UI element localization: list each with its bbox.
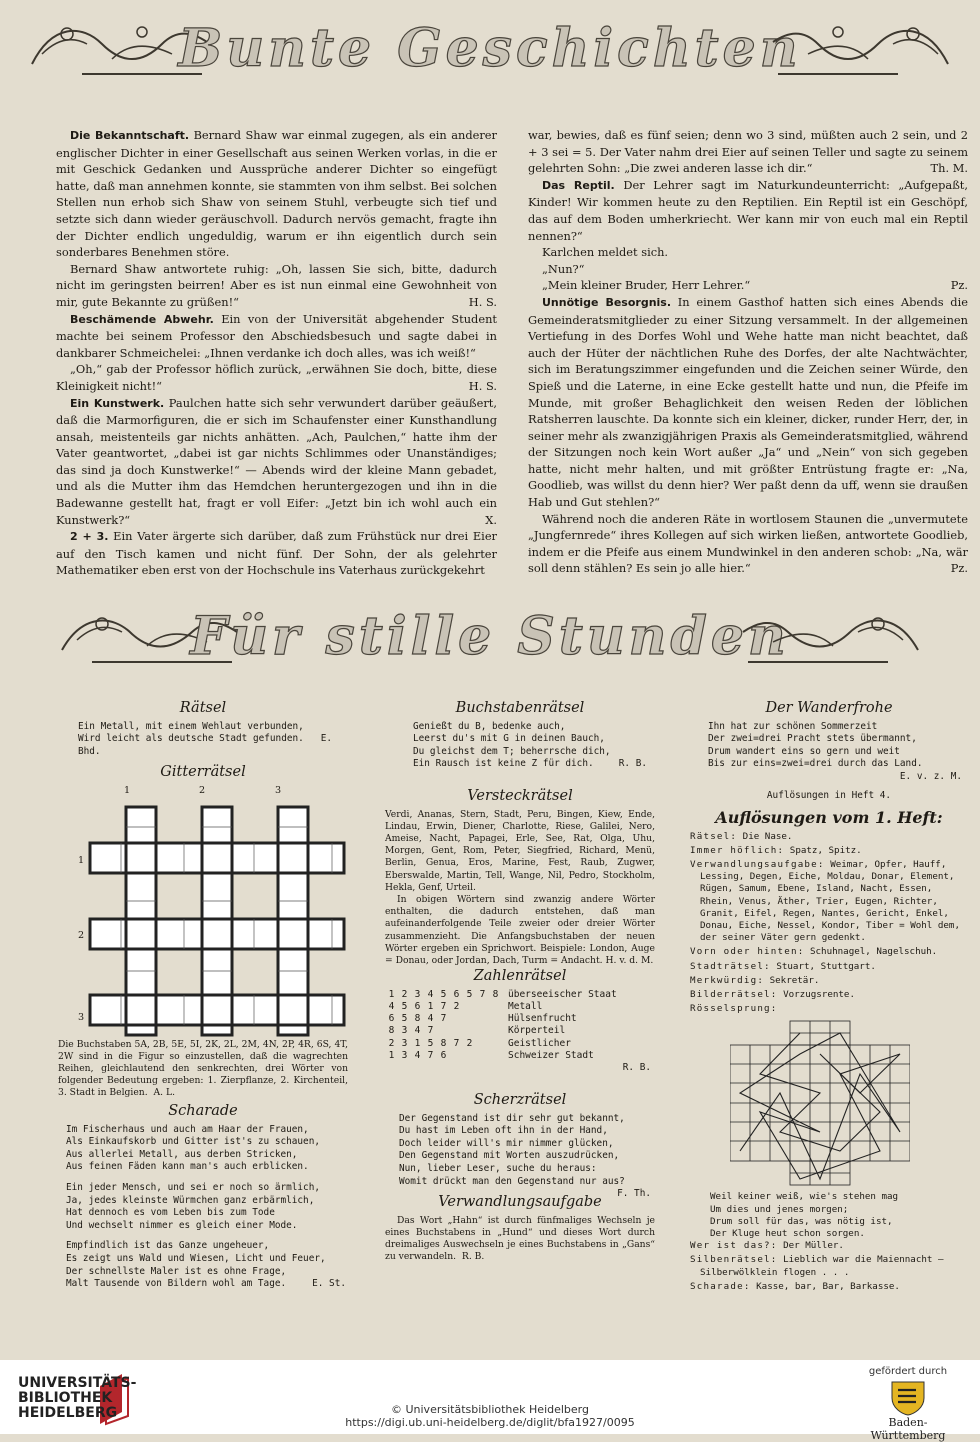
col-label: 1 [124,784,131,796]
buchstaben-title: Buchstabenrätsel [455,700,585,716]
library-name: UNIVERSITÄTS- BIBLIOTHEK HEIDELBERG [18,1375,137,1421]
story-heading: Die Bekanntschaft. [70,129,190,142]
digit-cell: 3 [414,988,421,1000]
digit-cell [463,1025,476,1037]
zahlen-title: Zahlenrätsel [473,968,567,984]
state-name: Baden-Württemberg [870,1416,946,1442]
banner-bunte-geschichten [0,10,980,82]
stanza [66,1124,348,1174]
versteck-title: Versteckrätsel [467,788,573,804]
verse-line: Nun, lieber Leser, suche du heraus: [399,1162,597,1174]
wanderfrohe-box [690,702,968,802]
digit-cell: 6 [453,988,460,1000]
scharade-box [58,1105,348,1299]
digit-cell: 2 [466,1037,473,1049]
verwandlung-title: Verwandlungsaufgabe [438,1194,602,1210]
story-heading: Unnötige Besorgnis. [542,295,672,309]
verse-line: Um dies und jenes morgen; [710,1203,849,1215]
digit-cell: 8 [492,988,499,1000]
digit-cell: 7 [440,1000,447,1012]
source-url[interactable]: https://digi.ub.uni-heidelberg.de/diglit/bfa1927/0095 [345,1416,635,1429]
scharade-verse [58,1124,348,1291]
solution-key: Silbenrätsel: [690,1254,778,1266]
solution-value: Die Nase. [742,830,793,842]
ornament-right-icon [738,602,928,666]
story-paragraph: Während noch die anderen Räte in wortlosem Staunen die „unvermutete „Jungfernrede“ ihres Kollegen auf sich wirken ließen, antwortete Goodlieb, indem er die Pfeife aus einem Mundwinkel in den anderen schob: „Na, wär soll denn stählen? Es sein jo alle hier.“ Pz. [528,511,968,576]
digit-cell: 5 [466,988,473,1000]
digit-cell: 1 [414,1037,421,1049]
verse-line: Drum wandert eins so gern und weit [708,745,900,757]
zahlen-row [385,1013,621,1025]
digit-cell: 2 [453,1000,460,1012]
verse-line: Der Gegenstand ist dir sehr gut bekannt, [399,1112,625,1124]
banner-fuer-stille-stunden [0,598,980,670]
zahlen-row [385,1025,621,1037]
solution-item [690,961,968,973]
verse-line: Hat dennoch es vom Leben bis zum Tode [66,1207,275,1219]
verse-line: Doch leider will's mir nimmer glücken, [399,1137,614,1149]
digit-cell: 6 [414,1000,421,1012]
digit-cell: 5 [427,1037,434,1049]
clue-label: Körperteil [508,1025,566,1037]
digit-cell [476,1001,489,1013]
story-heading: Das Reptil. [542,178,615,192]
digit-cell: 4 [427,1013,434,1025]
aufloesungen-list-2 [690,1240,968,1293]
digit-cell: 8 [388,1025,395,1037]
story-paragraph: Ein Kunstwerk. Paulchen hatte sich sehr verwundert darüber geäußert, daß die Marmorfiguren, die er sich im Schaufenster einer Kunsthandlung ansah, meistenteils gar nichts anhätten. „Ach, Paulchen,“ hatte ihm der Vater geantwortet, „dabei ist gar nichts Schlimmes oder Unanständiges; das sind ja doch Kunstwerke!“ — Abends wird der kleine Mann gebadet, und als die Mutter ihm das Hemdchen heruntergezogen und ihn in die Badewanne gestellt hat, fragt er voll Eifer: „Jetzt bin ich wohl auch ein Kunstwerk?“ X. [56,395,497,527]
versteck-box [385,790,655,967]
col-label: 2 [199,784,206,796]
clue-label: überseeischer Staat [508,988,617,1000]
verse-line: Genießt du B, bedenke auch, [413,720,566,732]
signature: H. v. d. M. [605,955,654,967]
solution-key: Stadträtsel: [690,960,771,972]
solution-value: Stuart, Stuttgart. [776,960,876,972]
signature: X. [485,512,497,527]
loesung-poem [690,1191,968,1240]
solution-item [690,1254,968,1278]
digit-cell: 1 [427,1000,434,1012]
verse-line: Wird leicht als deutsche Stadt gefunden. [78,733,304,745]
scherz-verse [385,1113,655,1189]
verse-line: Du gleichst dem T; beherrsche dich, [413,745,611,757]
signature: H. S. [468,378,497,393]
solution-value: Schuhnagel, Nagelschuh. [809,946,938,958]
wanderfrohe-title: Der Wanderfrohe [765,700,893,716]
digit-cell: 2 [401,988,408,1000]
grid-figure-icon [88,805,346,1037]
verse-line: Der Kluge heut schon sorgen. [710,1228,865,1240]
signature: R. B. [622,1062,651,1074]
gitter-text: Die Buchstaben 5A, 2B, 5E, 5I, 2K, 2L, 2M, 4N, 2P, 4R, 6S, 4T, 2W sind in die Figur so einzustellen, daß die wagrechten Reihen, gleichlautend den senkrechten, drei Wörter von folgender Bedeutung ergeben: 1. Zierpflanze, 2. Kirchenteil, 3. Stadt in Belgien. A. L. [58,1038,348,1099]
solution-item [690,946,968,958]
digit-cell [489,1050,502,1062]
verse-line: Aus feinen Fäden kann man's auch erblicken. [66,1161,309,1173]
story-heading: 2 + 3. [70,530,109,544]
story-column-left [56,127,497,579]
story-paragraph: Die Bekanntschaft. Bernard Shaw war einmal zugegen, als ein anderer englischer Dichter in einer Gesellschaft aus seinen Werken vorlas, in die er mit Geschick Gedanken und Aussprüche anderer Dichter so eingefügt hatte, daß man annehmen konnte, sie stammten von ihm selbst. Bei solchen Stellen nun erhob sich Shaw von seinem Stuhl, verbeugte sich tief und setzte sich dann wieder geräuschvoll. Dadurch nervös gemacht, fragte ihn der Dichter endlich ungeduldig, warum er ihn eigentlich durch sein sonderbares Benehmen störe. [56,128,497,260]
verse-line: Du hast im Leben oft ihn in der Hand, [399,1125,608,1137]
solution-item [690,1240,968,1252]
verse-line: Bis zur eins=zwei=drei durch das Land. [708,758,923,770]
digit-cell: 8 [440,1037,447,1049]
solution-item [690,975,968,987]
roesselsprung-figure-icon [730,1019,910,1187]
verse-line: Der zwei=drei Pracht stets übermannt, [708,733,917,745]
story-paragraph: Karlchen meldet sich. [542,245,669,260]
digit-cell: 3 [401,1025,408,1037]
solution-key: Merkwürdig: [690,974,765,986]
digit-cell: 5 [440,988,447,1000]
digit-cell [463,1013,476,1025]
digit-cell: 8 [414,1013,421,1025]
verse-line: Als Einkaufskorb und Gitter ist's zu schauen, [66,1136,320,1148]
digit-cell [489,1013,502,1025]
col-label: 3 [275,784,282,796]
digit-cell: 7 [427,1025,434,1037]
story-paragraph: 2 + 3. Ein Vater ärgerte sich darüber, daß zum Frühstück nur drei Eier auf den Tisch kamen und nicht fünf. Der Sohn, der als gelehrter Mathematiker eben erst von der Hochschule ins Vaterhaus zurückgekehrt [56,529,497,578]
solution-item [690,831,968,843]
stanza [66,1182,348,1232]
signature: F. Th. [617,1188,651,1200]
verse-line: Drum soll für das, was nötig ist, [710,1215,893,1227]
signature: E. v. z. M. [899,770,962,782]
digit-cell: 7 [453,1037,460,1049]
solution-value: Weimar, Opfer, Hauff, Lessing, Degen, Eiche, Moldau, Donar, Element, Rügen, Samum, Ebene, Island, Nacht, Essen, Rhein, Venus, Äther, Trier, Eugen, Richter, Granit, Eifel, Regen, Nantes, Gericht, Enkel, Donau, Eiche, Nessel, Kondor, Tiber = Wohl dem, der seiner Väter gern gedenkt. [700,859,960,944]
story-paragraph: war, bewies, daß es fünf seien; denn wo 3 sind, müßten auch 2 sein, und 2 + 3 sei = 5. Der Vater nahm drei Eier auf seinen Teller und sagte zu seinem gelehrten Sohn: „Die zwei anderen lasse ich dir.“ Th. M. [528,128,968,176]
verse-line: Der schnellste Maler ist es ohne Frage, [66,1265,287,1277]
story-paragraph: „Oh,“ gab der Professor höflich zurück, „erwähnen Sie doch, bitte, diese Kleinigkeit nicht!“ H. S. [56,362,497,393]
clue-label: Hülsenfrucht [508,1013,577,1025]
funding-note: gefördert durch [868,1366,948,1377]
digit-cell: 7 [427,1050,434,1062]
aufloesungen-box [690,808,968,1295]
solution-key: Bilderrätsel: [690,989,778,1001]
signature: R. B. [618,758,647,770]
solution-value: Der Müller. [783,1240,844,1252]
digit-cell [489,1038,502,1050]
copyright-notice: © Universitätsbibliothek Heidelberg https://digi.ub.uni-heidelberg.de/diglit/bfa1927/0095 [0,1403,980,1429]
gitter-grid [58,785,348,1035]
clue-label: Schweizer Stadt [508,1050,594,1062]
section-title: Für stille Stunden [190,606,790,667]
verse-line: Ihn hat zur schönen Sommerzeit [708,720,878,732]
clue-label: Metall [508,1000,543,1012]
story-paragraph: „Mein kleiner Bruder, Herr Lehrer.“ Pz. [542,278,968,293]
digit-cell [476,1038,489,1050]
story-paragraph: Beschämende Abwehr. Ein von der Universität abgehender Student machte bei seinem Professor den Abschiedsbesuch und sagte dabei in dankbarer Schmeichelei: „Ihnen verdanke ich doch alles, was ich weiß!“ [56,311,497,360]
solution-value: Spatz, Spitz. [789,844,862,856]
digit-cell [476,1025,489,1037]
solution-item [690,1003,968,1015]
digit-cell: 4 [414,1050,421,1062]
zahlen-row [385,1038,621,1050]
section-title: Bunte Geschichten [178,18,802,79]
row-label: 3 [78,1011,85,1023]
versteck-words: Verdi, Ananas, Stern, Stadt, Peru, Bingen, Kiew, Ende, Lindau, Erwin, Diener, Charlotte, Riese, Galilei, Nero, Ameise, Nacht, Papagei, Erle, See, Rat, Olga, Uhu, Morgen, Gent, Rom, Peter, Siegfried, Richard, Menü, Berlin, Genua, Eros, Marine, Fest, Raub, Zugwer, Eberswalde, Martin, Tell, Wange, Nil, Pedro, Stockholm, Hekla, Genf, Urteil. [385,808,655,893]
digit-cell: 4 [427,988,434,1000]
gitter-box [58,766,348,1100]
solution-item [690,845,968,857]
solution-key: Verwandlungsaufgabe: [690,859,825,870]
verse-line: Womit drückt man den Gegenstand nur aus? [399,1175,625,1187]
solution-key: Immer höflich: [690,844,785,856]
scharade-title: Scharade [168,1103,238,1119]
verse-line: Empfindlich ist das Ganze ungeheuer, [66,1240,270,1252]
zahlen-table [385,989,621,1063]
row-label: 1 [78,854,85,866]
solution-value: Vorzugsrente. [783,989,855,1001]
digit-cell [463,1001,476,1013]
digit-cell [450,1013,463,1025]
verwandlung-text: Das Wort „Hahn“ ist durch fünfmaliges Wechseln je eines Buchstabens in „Hund“ und dieses Wort durch dreimaliges Auswechseln je eines Buchstabens in „Gans“ zu verwandeln. R. B. [385,1214,655,1263]
verse-line: Aus allerlei Metall, aus derben Stricken, [66,1148,298,1160]
verse-line: Leerst du's mit G in deinen Bauch, [413,733,605,745]
digit-cell: 1 [388,988,395,1000]
story-heading: Ein Kunstwerk. [70,396,165,410]
story-paragraph: Das Reptil. Der Lehrer sagt im Naturkundeunterricht: „Aufgepaßt, Kinder! Wir kommen heute zu den Reptilien. Ein Reptil ist ein Geschöpf, das auf dem Boden umherkriecht. Wer kann mir von euch mal ein Reptil nennen?“ [528,177,969,243]
story-paragraph: „Nun?“ [542,261,585,276]
row-label: 2 [78,929,85,941]
digit-cell [450,1050,463,1062]
solution-value: Sekretär. [769,974,820,986]
digit-cell: 2 [388,1037,395,1049]
solution-key: Rösselsprung: [690,1003,778,1015]
digit-cell: 4 [414,1025,421,1037]
story-paragraph: Unnötige Besorgnis. In einem Gasthof hatten sich eines Abends die Gemeinderatsmitglieder zu einer Sitzung versammelt. In der allgemeinen Vertiefung in des Dorfes Wohl und Wehe hatte man nicht beachtet, daß auch der Hüter der nächtlichen Ruhe des Dorfes, der alte Nachtwächter, sich im Beratungszimmer eingefunden und die Zeichen seiner Würde, den Spieß und die Laterne, in eine Ecke gestellt hatte und nun, die Pfeife im Munde, mit großer Behaglichkeit den weisen Reden der löblichen Ratsherren lauschte. Da konnte sich ein kleiner, dicker, runder Herr, der, in seiner mehr als zwanzigjährigen Praxis als Gemeinderatsmitglied, während der Sitzungen noch kein Wort außer „Ja“ und „Nein“ von sich gegeben hatte, nicht mehr halten, und mit größter Entrüstung fragte er: „Na, Goodlieb, was willst du denn hier? Wer paßt denn da uff, wenn sie draußen Hab und Gut stehlen?“ [528,294,968,510]
solution-item [690,859,968,944]
solution-key: Scharade: [690,1280,751,1292]
verse-line: Ja, jedes kleinste Würmchen ganz erbärmlich, [66,1194,315,1206]
digit-cell [463,1050,476,1062]
digit-cell: 7 [479,988,486,1000]
signature: H. S. [468,294,497,309]
story-heading: Beschämende Abwehr. [70,312,214,326]
digit-cell [450,1025,463,1037]
digit-cell: 1 [388,1050,395,1062]
zahlen-box [385,970,655,1075]
scherz-title: Scherzrätsel [473,1092,567,1108]
raetsel-title: Rätsel [179,700,227,716]
solution-key: Rätsel: [690,830,738,842]
raetsel-box [58,702,348,758]
story-paragraph: Bernard Shaw antwortete ruhig: „Oh, lassen Sie sich, bitte, dadurch nicht im geringsten beirren! Aber es ist nun einmal eine Gewohnheit von mir, gute Bekannte zu grüßen!“ H. S. [56,261,497,309]
zahlen-row [385,1050,621,1062]
verse-line: Im Fischerhaus und auch am Haar der Frauen, [66,1123,309,1135]
aufloesungen-list [690,831,968,1016]
footer [0,1360,980,1442]
zahlen-row [385,989,621,1001]
verse-line: Weil keiner weiß, wie's stehen mag [710,1191,899,1203]
solution-item [690,1281,968,1293]
signature: Pz. [950,561,968,576]
signature: Pz. [950,278,968,293]
solution-key: Vorn oder hinten: [690,946,805,958]
state-coat-of-arms-icon [886,1380,930,1416]
gitter-title: Gitterrätsel [160,764,246,780]
solution-value: Kasse, bar, Bar, Barkasse. [756,1280,900,1292]
verwandlung-box [385,1196,655,1263]
verse-line: Malt Tausende von Bildern wohl am Tage. [66,1278,287,1290]
scherz-box [385,1094,655,1201]
solution-value: Lieblich war die Maiennacht — Silberwölklein flogen . . . [700,1254,944,1278]
signature: A. L. [153,1087,175,1099]
digit-cell: 3 [401,1037,408,1049]
digit-cell [437,1025,450,1037]
verse-line: Es zeigt uns Wald und Wiesen, Licht und Feuer, [66,1252,326,1264]
ornament-right-icon [768,14,958,78]
digit-cell: 6 [440,1050,447,1062]
digit-cell: 4 [388,1000,395,1012]
solution-item [690,989,968,1001]
hint-note: Auflösungen in Heft 4. [766,789,892,801]
versteck-text: In obigen Wörtern sind zwanzig andere Wörter enthalten, die dadurch entstehen, daß man aufeinanderfolgende Teile zweier oder dreier Wörter zusammenzieht. Die Anfangsbuchstaben der neuen Wörter ergeben ein Sprichwort. Beispiele: London, Auge = Donau, oder Jordan, Dach, Turm = Andacht. H. v. d. M. [385,894,655,967]
digit-cell [489,1001,502,1013]
digit-cell: 3 [401,1050,408,1062]
solution-key: Wer ist das?: [690,1240,778,1252]
digit-cell: 5 [401,1013,408,1025]
verse-line: Den Gegenstand mit Worten auszudrücken, [399,1150,620,1162]
buchstaben-box [385,702,655,771]
verse-line: Ein jeder Mensch, und sei er noch so ärmlich, [66,1181,320,1193]
signature: E. St. [312,1278,346,1290]
aufloesungen-title: Auflösungen vom 1. Heft: [715,808,943,827]
signature: E. Bhd. [78,733,333,757]
verse-line: Ein Rausch ist keine Z für dich. [413,758,594,770]
signature: Th. M. [930,161,968,176]
clue-label: Geistlicher [508,1037,571,1049]
digit-cell [476,1013,489,1025]
digit-cell: 5 [401,1000,408,1012]
zahlen-row [385,1001,621,1013]
digit-cell: 6 [388,1013,395,1025]
digit-cell [489,1025,502,1037]
story-column-right [528,127,968,577]
digit-cell: 7 [440,1013,447,1025]
stanza [66,1240,348,1290]
verse-line: Ein Metall, mit einem Wehlaut verbunden, [78,720,304,732]
digit-cell [476,1050,489,1062]
verse-line: Und wechselt nimmer es gleich einer Mode. [66,1219,298,1231]
signature: R. B. [461,1251,485,1263]
